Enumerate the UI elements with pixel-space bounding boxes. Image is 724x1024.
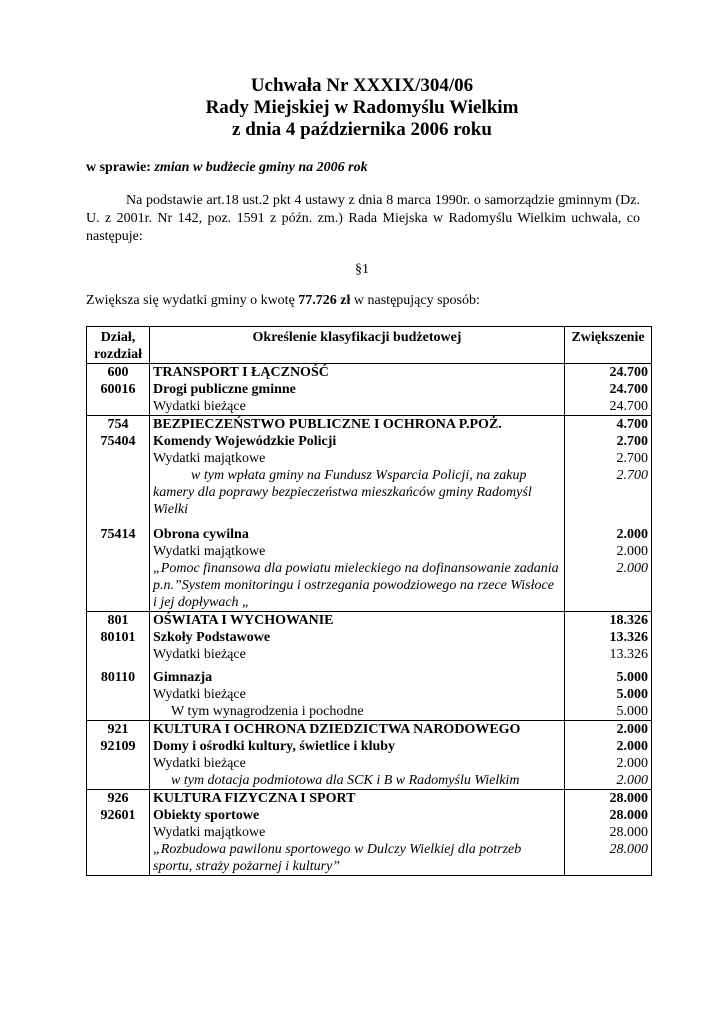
header-section: Dział, rozdział — [87, 327, 150, 364]
expense-detail — [150, 772, 565, 790]
expense-type: Wydatki majątkowe — [150, 824, 565, 841]
row-amount: 2.000 — [565, 560, 652, 612]
row-amount: 2.000 — [565, 755, 652, 772]
empty-code — [87, 450, 150, 467]
row-amount: 2.000 — [565, 518, 652, 543]
row-amount: 24.700 — [565, 398, 652, 416]
table-row — [87, 755, 652, 772]
table-row — [87, 841, 652, 876]
table-row — [87, 663, 652, 686]
chapter-name: Obrona cywilna — [150, 518, 565, 543]
empty-code — [87, 824, 150, 841]
table-row — [87, 721, 652, 739]
empty-code — [87, 560, 150, 612]
table-row — [87, 398, 652, 416]
table-row — [87, 560, 652, 612]
empty-code — [87, 646, 150, 663]
preamble-text: Na podstawie art.18 ust.2 pkt 4 ustawy z dnia 8 marca 1990r. o samorządzie gminnym (Dz. U. z 2001r. Nr 142, poz. 1591 z późn. zm.) Rada Miejska w Radomyślu Wielkim uchwala, co następuje: — [86, 193, 640, 244]
empty-code — [87, 398, 150, 416]
chapter-code: 92601 — [87, 807, 150, 824]
header-increase: Zwiększenie — [565, 327, 652, 364]
table-header-row — [87, 327, 652, 364]
subject-label: w sprawie: — [86, 160, 151, 175]
chapter-name: Drogi publiczne gminne — [150, 381, 565, 398]
empty-code — [87, 703, 150, 721]
chapter-name: Domy i ośrodki kultury, świetlice i kluby — [150, 738, 565, 755]
subject-value: zmian w budżecie gminy na 2006 rok — [154, 160, 368, 175]
table-row — [87, 629, 652, 646]
section-name: OŚWIATA I WYCHOWANIE — [150, 612, 565, 630]
table-row — [87, 824, 652, 841]
expense-detail: w tym wpłata gminy na Fundusz Wsparcia Policji, na zakup kamery dla poprawy bezpieczeństwa mieszkańców gminy Radomyśl Wielki — [150, 467, 565, 518]
row-amount: 2.700 — [565, 450, 652, 467]
row-amount: 4.700 — [565, 416, 652, 434]
paragraph-mark: §1 — [355, 262, 369, 277]
increase-amount: 77.726 zł — [298, 293, 351, 308]
header-classification: Określenie klasyfikacji budżetowej — [150, 327, 565, 364]
resolution-date: z dnia 4 października 2006 roku — [232, 119, 492, 140]
table-row — [87, 433, 652, 450]
row-amount: 2.700 — [565, 433, 652, 450]
section-code: 754 — [87, 416, 150, 434]
empty-code — [87, 467, 150, 518]
section-code: 921 — [87, 721, 150, 739]
row-amount: 5.000 — [565, 703, 652, 721]
table-row — [87, 738, 652, 755]
increase-after: w następujący sposób: — [350, 293, 480, 308]
expense-type: Wydatki bieżące — [150, 398, 565, 416]
section-name: BEZPIECZEŃSTWO PUBLICZNE I OCHRONA P.POŻ. — [150, 416, 565, 434]
expense-type: Wydatki majątkowe — [150, 543, 565, 560]
table-row — [87, 612, 652, 630]
empty-code — [87, 543, 150, 560]
empty-code — [87, 772, 150, 790]
row-amount: 13.326 — [565, 646, 652, 663]
table-row — [87, 646, 652, 663]
chapter-code: 92109 — [87, 738, 150, 755]
subject-line — [86, 160, 368, 176]
table-row — [87, 807, 652, 824]
chapter-name: Gimnazja — [150, 663, 565, 686]
resolution-number: Uchwała Nr XXXIX/304/06 — [250, 75, 474, 96]
row-amount: 24.700 — [565, 381, 652, 398]
expense-type: Wydatki bieżące — [150, 646, 565, 663]
chapter-name: Komendy Wojewódzkie Policji — [150, 433, 565, 450]
row-amount: 2.000 — [565, 738, 652, 755]
empty-code — [87, 755, 150, 772]
table-row — [87, 450, 652, 467]
expense-detail: „Rozbudowa pawilonu sportowego w Dulczy Wielkiej dla potrzeb sportu, straży pożarnej i kultury” — [150, 841, 565, 876]
table-row — [87, 467, 652, 518]
table-row — [87, 703, 652, 721]
expense-detail-text: W tym wynagrodzenia i pochodne — [171, 704, 364, 719]
section-code: 926 — [87, 790, 150, 808]
expense-detail — [150, 703, 565, 721]
row-amount: 2.000 — [565, 772, 652, 790]
section-code: 600 — [87, 364, 150, 382]
row-amount: 2.000 — [565, 543, 652, 560]
expense-detail-text: w tym dotacja podmiotowa dla SCK i B w Radomyślu Wielkim — [171, 773, 520, 788]
row-amount: 28.000 — [565, 807, 652, 824]
empty-code — [87, 841, 150, 876]
chapter-name: Obiekty sportowe — [150, 807, 565, 824]
expense-type: Wydatki bieżące — [150, 755, 565, 772]
expense-detail: „Pomoc finansowa dla powiatu mieleckiego na dofinansowanie zadania p.n.”System monitoringu i ostrzegania powodziowego na rzece Wisłoce i jej dopływach „ — [150, 560, 565, 612]
row-amount: 2.700 — [565, 467, 652, 518]
table-row — [87, 543, 652, 560]
table-row — [87, 772, 652, 790]
increase-before: Zwiększa się wydatki gminy o kwotę — [86, 293, 299, 308]
preamble — [86, 192, 640, 246]
section-name: TRANSPORT I ŁĄCZNOŚĆ — [150, 364, 565, 382]
chapter-name: Szkoły Podstawowe — [150, 629, 565, 646]
council-name: Rady Miejskiej w Radomyślu Wielkim — [205, 97, 519, 118]
section-name: KULTURA FIZYCZNA I SPORT — [150, 790, 565, 808]
row-amount: 28.000 — [565, 841, 652, 876]
chapter-code: 75414 — [87, 518, 150, 543]
budget-table — [86, 326, 652, 876]
section-code: 801 — [87, 612, 150, 630]
table-row — [87, 518, 652, 543]
empty-code — [87, 686, 150, 703]
table-row — [87, 364, 652, 382]
row-amount: 18.326 — [565, 612, 652, 630]
table-row — [87, 790, 652, 808]
row-amount: 5.000 — [565, 663, 652, 686]
row-amount: 24.700 — [565, 364, 652, 382]
row-amount: 2.000 — [565, 721, 652, 739]
table-row — [87, 416, 652, 434]
table-row — [87, 381, 652, 398]
row-amount: 5.000 — [565, 686, 652, 703]
chapter-code: 80101 — [87, 629, 150, 646]
section-name: KULTURA I OCHRONA DZIEDZICTWA NARODOWEGO — [150, 721, 565, 739]
row-amount: 28.000 — [565, 790, 652, 808]
expense-type: Wydatki bieżące — [150, 686, 565, 703]
increase-statement — [86, 293, 480, 309]
row-amount: 28.000 — [565, 824, 652, 841]
table-row — [87, 686, 652, 703]
chapter-code: 75404 — [87, 433, 150, 450]
chapter-code: 80110 — [87, 663, 150, 686]
row-amount: 13.326 — [565, 629, 652, 646]
expense-type: Wydatki majątkowe — [150, 450, 565, 467]
chapter-code: 60016 — [87, 381, 150, 398]
